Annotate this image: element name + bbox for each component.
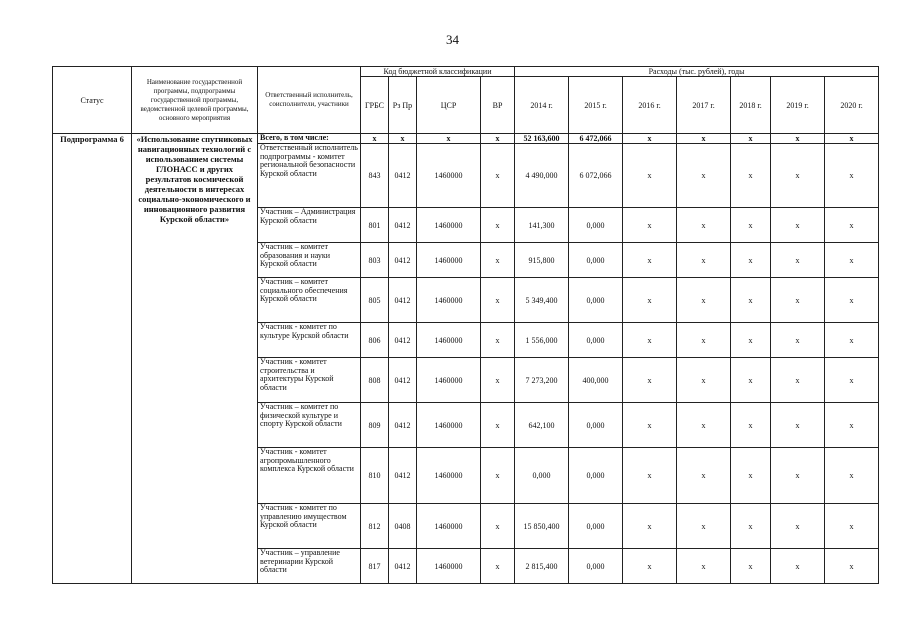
cell-csr: 1460000 — [417, 208, 481, 243]
cell-2020: x — [825, 358, 879, 403]
cell-2019: x — [771, 448, 825, 504]
header-year-2017: 2017 г. — [677, 77, 731, 134]
cell-vr: x — [481, 549, 515, 584]
cell-2017: x — [677, 448, 731, 504]
cell-2020: x — [825, 448, 879, 504]
cell-executor: Участник – управление ветеринарии Курской области — [258, 549, 361, 584]
cell-2020: x — [825, 323, 879, 358]
cell-2014: 0,000 — [515, 448, 569, 504]
cell-2014: 4 490,000 — [515, 144, 569, 208]
cell-2014: 1 556,000 — [515, 323, 569, 358]
cell-2015: 0,000 — [569, 243, 623, 278]
cell-2017: x — [677, 278, 731, 323]
cell-2015: 0,000 — [569, 403, 623, 448]
cell-2015: 6 072,066 — [569, 144, 623, 208]
cell-2018: x — [731, 504, 771, 549]
cell-csr: 1460000 — [417, 243, 481, 278]
cell-2020: x — [825, 403, 879, 448]
cell-2017: x — [677, 323, 731, 358]
cell-rzpr: 0412 — [389, 323, 417, 358]
total-2017: x — [677, 134, 731, 144]
cell-2014: 2 815,400 — [515, 549, 569, 584]
cell-executor: Участник - комитет строительства и архитектуры Курской области — [258, 358, 361, 403]
cell-csr: 1460000 — [417, 278, 481, 323]
total-vr: x — [481, 134, 515, 144]
cell-rzpr: 0412 — [389, 278, 417, 323]
cell-rzpr: 0412 — [389, 243, 417, 278]
cell-2019: x — [771, 323, 825, 358]
cell-2014: 915,800 — [515, 243, 569, 278]
header-grbs: ГРБС — [361, 77, 389, 134]
header-budget-code: Код бюджетной классификации — [361, 67, 515, 77]
cell-2018: x — [731, 278, 771, 323]
cell-csr: 1460000 — [417, 448, 481, 504]
cell-csr: 1460000 — [417, 323, 481, 358]
cell-csr: 1460000 — [417, 403, 481, 448]
cell-executor: Участник – комитет социального обеспечения Курской области — [258, 278, 361, 323]
total-2020: x — [825, 134, 879, 144]
cell-grbs: 806 — [361, 323, 389, 358]
cell-rzpr: 0412 — [389, 358, 417, 403]
cell-grbs: 803 — [361, 243, 389, 278]
cell-2019: x — [771, 549, 825, 584]
total-row — [53, 134, 879, 144]
cell-2015: 0,000 — [569, 448, 623, 504]
cell-executor: Участник – комитет образования и науки Курской области — [258, 243, 361, 278]
budget-table — [52, 66, 879, 584]
cell-executor: Участник – Администрация Курской области — [258, 208, 361, 243]
cell-2016: x — [623, 323, 677, 358]
cell-2015: 0,000 — [569, 278, 623, 323]
cell-2015: 400,000 — [569, 358, 623, 403]
cell-2015: 0,000 — [569, 323, 623, 358]
cell-csr: 1460000 — [417, 549, 481, 584]
cell-2018: x — [731, 448, 771, 504]
cell-executor: Участник - комитет агропромышленного комплекса Курской области — [258, 448, 361, 504]
cell-2019: x — [771, 504, 825, 549]
cell-2017: x — [677, 504, 731, 549]
cell-2014: 5 349,400 — [515, 278, 569, 323]
cell-2016: x — [623, 243, 677, 278]
header-year-2016: 2016 г. — [623, 77, 677, 134]
total-csr: x — [417, 134, 481, 144]
cell-rzpr: 0412 — [389, 448, 417, 504]
cell-grbs: 812 — [361, 504, 389, 549]
page-number: 34 — [446, 32, 459, 47]
header-vr: ВР — [481, 77, 515, 134]
cell-2016: x — [623, 549, 677, 584]
cell-2016: x — [623, 358, 677, 403]
header-program-name: Наименование государственной программы, подпрограммы государственной программы, ведомственной целевой программы, основного мероприятия — [132, 67, 258, 134]
cell-2015: 0,000 — [569, 549, 623, 584]
cell-vr: x — [481, 144, 515, 208]
program-name-cell: «Использование спутниковых навигационных технологий с использованием системы ГЛОНАСС и других результатов космической деятельности в интересах социально-экономического и инновационного развития Курской области» — [132, 134, 258, 584]
cell-vr: x — [481, 403, 515, 448]
cell-grbs: 810 — [361, 448, 389, 504]
cell-vr: x — [481, 323, 515, 358]
cell-executor: Участник - комитет по культуре Курской области — [258, 323, 361, 358]
cell-2019: x — [771, 403, 825, 448]
cell-2018: x — [731, 323, 771, 358]
cell-2014: 642,100 — [515, 403, 569, 448]
total-2015: 6 472,066 — [569, 134, 623, 144]
cell-2014: 7 273,200 — [515, 358, 569, 403]
cell-2014: 15 850,400 — [515, 504, 569, 549]
cell-2016: x — [623, 504, 677, 549]
cell-2018: x — [731, 549, 771, 584]
cell-csr: 1460000 — [417, 504, 481, 549]
cell-executor: Участник – комитет по физической культуре и спорту Курской области — [258, 403, 361, 448]
cell-executor: Ответственный исполнитель подпрограммы - комитет региональной безопасности Курской области — [258, 144, 361, 208]
cell-rzpr: 0412 — [389, 144, 417, 208]
cell-2019: x — [771, 243, 825, 278]
cell-vr: x — [481, 278, 515, 323]
cell-grbs: 805 — [361, 278, 389, 323]
cell-2018: x — [731, 403, 771, 448]
header-expenses: Расходы (тыс. рублей), годы — [515, 67, 879, 77]
status-cell: Подпрограмма 6 — [53, 134, 132, 584]
cell-2017: x — [677, 549, 731, 584]
header-executor: Ответственный исполнитель, соисполнители, участники — [258, 67, 361, 134]
cell-2018: x — [731, 144, 771, 208]
cell-2020: x — [825, 243, 879, 278]
cell-csr: 1460000 — [417, 144, 481, 208]
header-year-2019: 2019 г. — [771, 77, 825, 134]
cell-2017: x — [677, 403, 731, 448]
cell-vr: x — [481, 504, 515, 549]
cell-2017: x — [677, 208, 731, 243]
cell-grbs: 808 — [361, 358, 389, 403]
header-year-2014: 2014 г. — [515, 77, 569, 134]
cell-2017: x — [677, 358, 731, 403]
cell-2019: x — [771, 278, 825, 323]
total-2016: x — [623, 134, 677, 144]
cell-vr: x — [481, 243, 515, 278]
cell-2017: x — [677, 144, 731, 208]
cell-executor: Участник - комитет по управлению имуществом Курской области — [258, 504, 361, 549]
cell-2020: x — [825, 144, 879, 208]
cell-2019: x — [771, 358, 825, 403]
cell-rzpr: 0408 — [389, 504, 417, 549]
cell-rzpr: 0412 — [389, 403, 417, 448]
cell-2020: x — [825, 504, 879, 549]
cell-2016: x — [623, 448, 677, 504]
total-rzpr: x — [389, 134, 417, 144]
cell-vr: x — [481, 358, 515, 403]
cell-2015: 0,000 — [569, 504, 623, 549]
cell-2019: x — [771, 144, 825, 208]
cell-2015: 0,000 — [569, 208, 623, 243]
header-csr: ЦСР — [417, 77, 481, 134]
cell-vr: x — [481, 208, 515, 243]
cell-2020: x — [825, 208, 879, 243]
cell-2018: x — [731, 243, 771, 278]
cell-rzpr: 0412 — [389, 549, 417, 584]
cell-grbs: 817 — [361, 549, 389, 584]
cell-2020: x — [825, 278, 879, 323]
cell-2017: x — [677, 243, 731, 278]
total-2018: x — [731, 134, 771, 144]
cell-2020: x — [825, 549, 879, 584]
cell-csr: 1460000 — [417, 358, 481, 403]
cell-2016: x — [623, 403, 677, 448]
cell-grbs: 801 — [361, 208, 389, 243]
cell-grbs: 809 — [361, 403, 389, 448]
header-year-2020: 2020 г. — [825, 77, 879, 134]
total-grbs: x — [361, 134, 389, 144]
header-year-2018: 2018 г. — [731, 77, 771, 134]
header-rzpr: Рз Пр — [389, 77, 417, 134]
cell-2016: x — [623, 278, 677, 323]
header-year-2015: 2015 г. — [569, 77, 623, 134]
header-status: Статус — [53, 67, 132, 134]
cell-2016: x — [623, 144, 677, 208]
total-label: Всего, в том числе: — [258, 134, 361, 144]
cell-rzpr: 0412 — [389, 208, 417, 243]
cell-grbs: 843 — [361, 144, 389, 208]
cell-vr: x — [481, 448, 515, 504]
cell-2018: x — [731, 208, 771, 243]
cell-2018: x — [731, 358, 771, 403]
cell-2014: 141,300 — [515, 208, 569, 243]
cell-2016: x — [623, 208, 677, 243]
cell-2019: x — [771, 208, 825, 243]
total-2014: 52 163,600 — [515, 134, 569, 144]
total-2019: x — [771, 134, 825, 144]
